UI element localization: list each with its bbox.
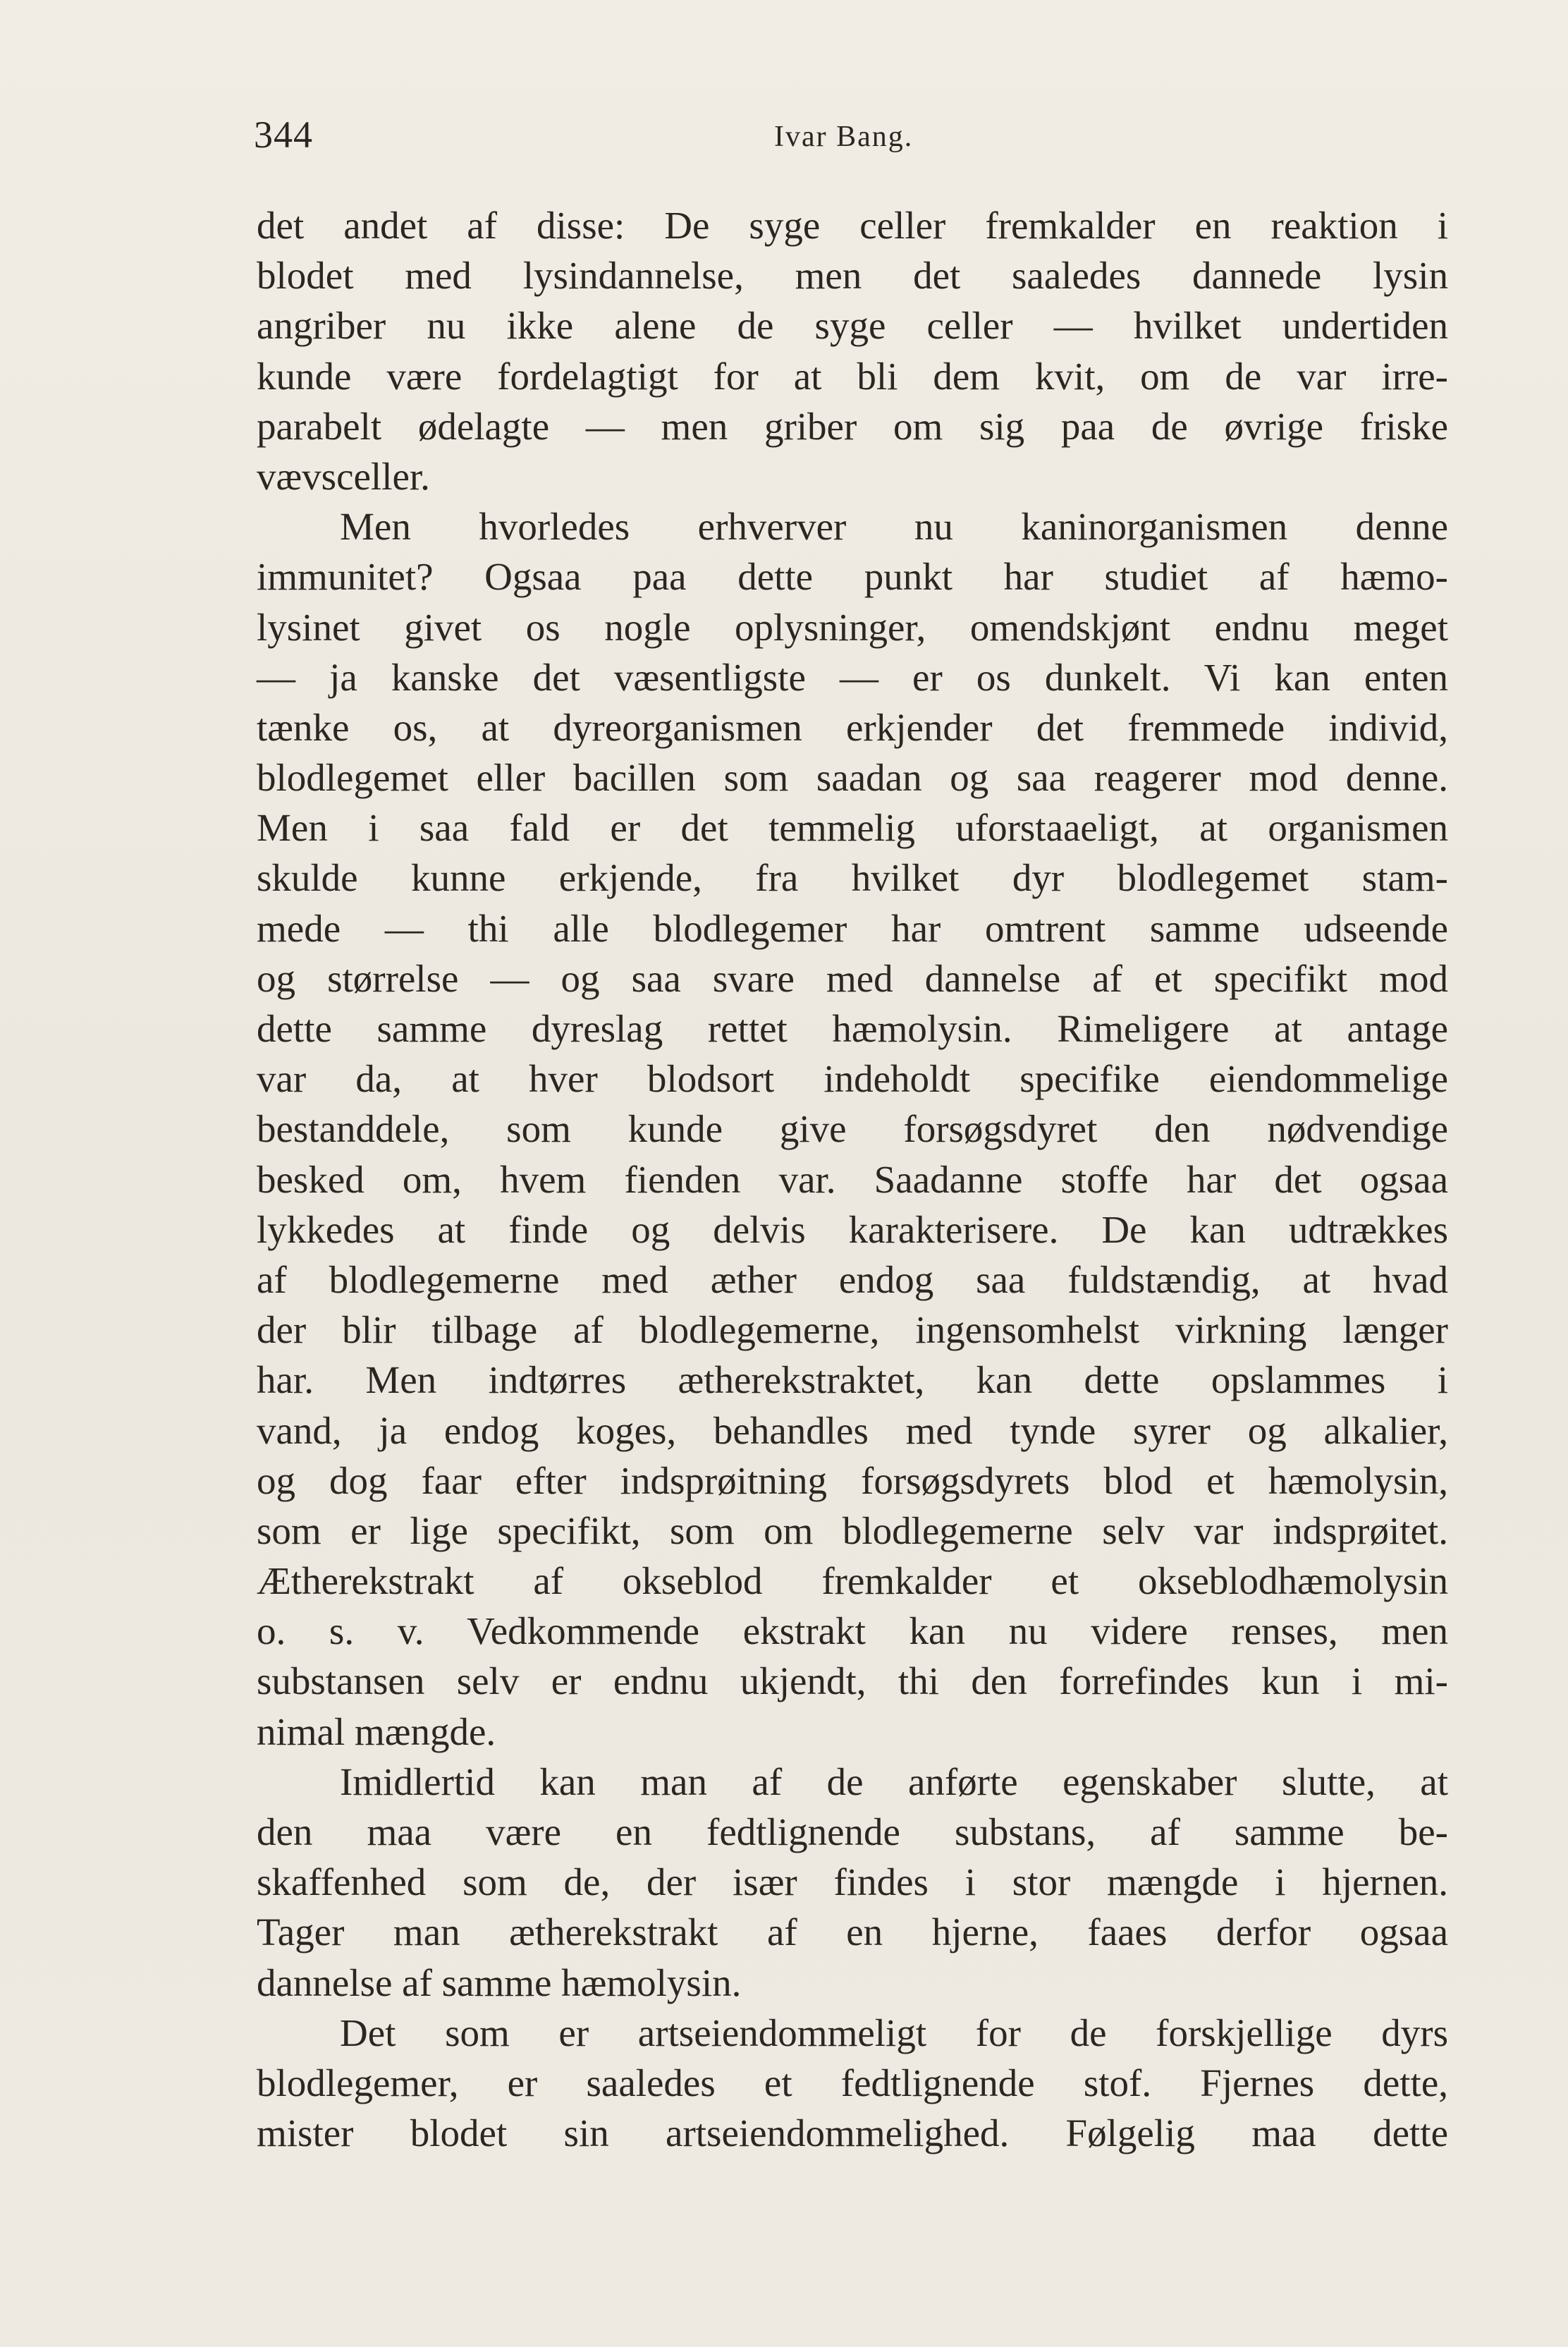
text-line: og dog faar efter indsprøitning forsøgsdyrets blod et hæmolysin, [257, 1458, 1448, 1502]
text-line: Imidlertid kan man af de anførte egenskaber slutte, at [340, 1760, 1448, 1803]
text-line: den maa være en fedtlignende substans, af samme be- [257, 1810, 1448, 1853]
text-line: Men i saa fald er det temmelig uforstaaeligt, at organismen [257, 806, 1448, 850]
text-line: vævsceller. [257, 454, 430, 498]
text-line: det andet af disse: De syge celler fremkalder en reaktion i [257, 204, 1448, 247]
text-line: substansen selv er endnu ukjendt, thi den forrefindes kun i mi- [257, 1659, 1448, 1703]
text-line: mede — thi alle blodlegemer har omtrent samme udseende [257, 906, 1448, 950]
body-text [257, 200, 1448, 2158]
text-line: bestanddele, som kunde give forsøgsdyret den nødvendige [257, 1107, 1448, 1151]
text-line: blodet med lysindannelse, men det saaledes dannede lysin [257, 254, 1448, 298]
text-line: dannelse af samme hæmolysin. [257, 1961, 742, 2004]
text-line: nimal mængde. [257, 1709, 496, 1753]
text-line: af blodlegemerne med æther endog saa fuldstændig, at hvad [257, 1257, 1448, 1301]
text-line: har. Men indtørres ætherekstraktet, kan dette opslammes i [257, 1358, 1448, 1402]
text-line: blodlegemer, er saaledes et fedtlignende stof. Fjernes dette, [257, 2061, 1448, 2104]
text-line: besked om, hvem fienden var. Saadanne stoffe har det ogsaa [257, 1157, 1448, 1201]
text-line: o. s. v. Vedkommende ekstrakt kan nu videre renses, men [257, 1609, 1448, 1653]
text-line: lysinet givet os nogle oplysninger, omendskjønt endnu meget [257, 605, 1448, 649]
text-line: lykkedes at finde og delvis karakterisere. De kan udtrækkes [257, 1207, 1448, 1251]
text-line: dette samme dyreslag rettet hæmolysin. Rimeligere at antage [257, 1007, 1448, 1050]
page-number: 344 [254, 114, 313, 156]
text-line: Ætherekstrakt af okseblod fremkalder et okseblodhæmolysin [257, 1559, 1448, 1603]
text-line: angriber nu ikke alene de syge celler — hvilket undertiden [257, 304, 1448, 348]
text-line: immunitet? Ogsaa paa dette punkt har studiet af hæmo- [257, 555, 1448, 599]
text-line: mister blodet sin artseiendommelighed. Følgelig maa dette [257, 2111, 1448, 2155]
text-line: der blir tilbage af blodlegemerne, ingensomhelst virkning længer [257, 1308, 1448, 1352]
text-line: som er lige specifikt, som om blodlegemerne selv var indsprøitet. [257, 1508, 1448, 1552]
text-line: kunde være fordelagtigt for at bli dem kvit, om de var irre- [257, 354, 1448, 398]
text-line: tænke os, at dyreorganismen erkjender det fremmede individ, [257, 705, 1448, 749]
text-line: og størrelse — og saa svare med dannelse af et specifikt mod [257, 956, 1448, 1000]
text-line: skulde kunne erkjende, fra hvilket dyr blodlegemet stam- [257, 856, 1448, 900]
text-line: Men hvorledes erhverver nu kaninorganismen denne [340, 505, 1448, 549]
text-line: — ja kanske det væsentligste — er os dunkelt. Vi kan enten [257, 655, 1448, 699]
text-line: skaffenhed som de, der især findes i stor mængde i hjernen. [257, 1860, 1448, 1904]
text-line: Det som er artseiendommeligt for de forskjellige dyrs [340, 2011, 1448, 2054]
page-header [254, 113, 1445, 162]
running-head: Ivar Bang. [774, 121, 914, 153]
text-line: blodlegemet eller bacillen som saadan og saa reagerer mod denne. [257, 756, 1448, 800]
text-line: parabelt ødelagte — men griber om sig paa de øvrige friske [257, 404, 1448, 448]
text-line: vand, ja endog koges, behandles med tynde syrer og alkalier, [257, 1408, 1448, 1452]
text-line: var da, at hver blodsort indeholdt specifike eiendommelige [257, 1057, 1448, 1101]
text-line: Tager man ætherekstrakt af en hjerne, faaes derfor ogsaa [257, 1910, 1448, 1954]
